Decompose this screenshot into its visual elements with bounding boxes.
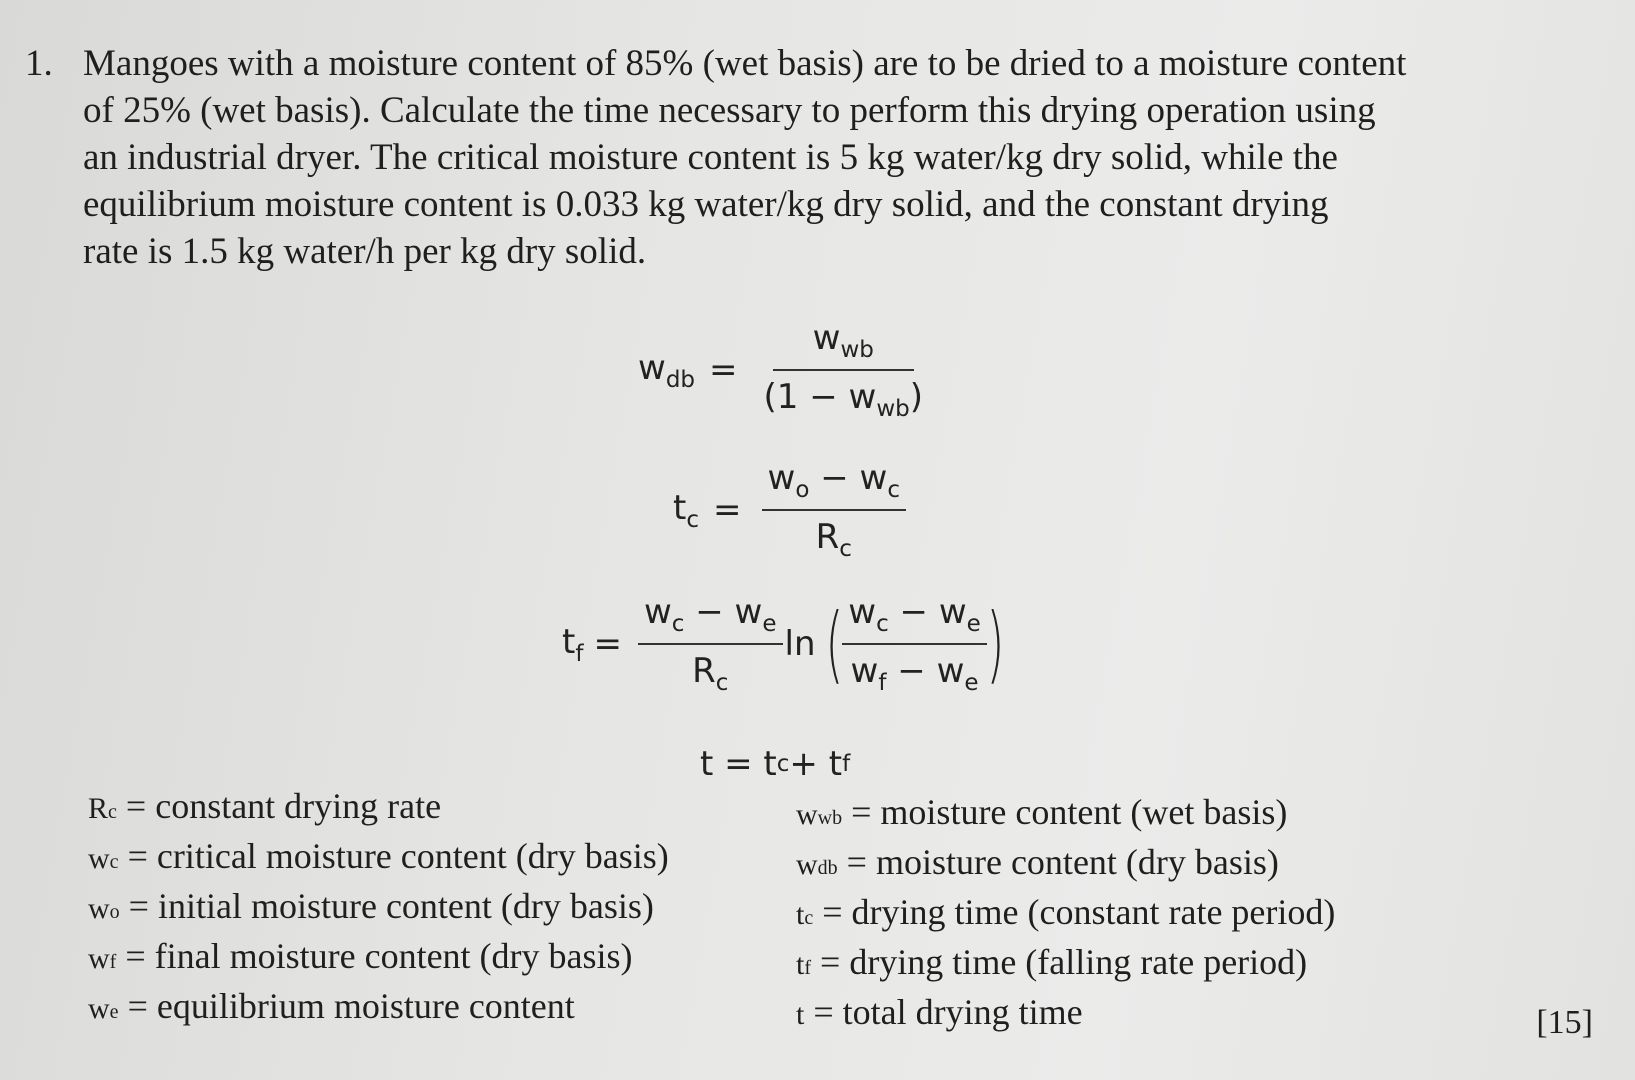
legend-item: tf = drying time (falling rate period) [796,942,1308,982]
eq-tf-lhs: $t_f$ [562,621,584,667]
eq-total-b-sub: f [842,751,851,777]
legend-item: Rc = constant drying rate [88,786,442,826]
eq-tf-log-denominator: $w_f - w_e$ [850,651,979,696]
eq-tf-ln: ln [784,624,816,664]
eq-wdb-denominator: $(1 - w_{wb})$ [763,377,924,422]
question-line: an industrial dryer. The critical moisture content is 5 kg water/kg dry solid, while the [83,137,1338,178]
legend-right [796,790,1335,1040]
legend-item: wf = final moisture content (dry basis) [88,936,633,976]
equals-sign: = [713,490,742,530]
legend-item: t = total drying time [796,992,1083,1032]
eq-tf-numerator: $w_c - w_e$ [638,592,783,645]
question-block [25,40,1565,275]
question-line: equilibrium moisture content is 0.033 kg water/kg dry solid, and the constant drying [83,184,1329,225]
question-line: of 25% (wet basis). Calculate the time necessary to perform this drying operation using [83,90,1376,131]
question-line: rate is 1.5 kg water/h per kg dry solid. [83,231,647,272]
question-number: 1. [25,43,53,84]
eq-total-a: t = t [700,744,777,784]
legend-item: wdb = moisture content (dry basis) [796,842,1279,882]
equation-total [700,744,850,784]
left-paren: ( [824,595,843,693]
legend-item: wc = critical moisture content (dry basis) [88,836,669,876]
eq-tf-denominator: $R_c$ [692,651,729,696]
eq-total-a-sub: c [776,751,790,777]
equals-sign: = [709,350,738,390]
eq-tc-lhs: $t_c$ [673,487,699,533]
question-line: Mangoes with a moisture content of 85% (wet basis) are to be dried to a moisture content [83,43,1407,84]
question-text [83,40,1543,275]
eq-total-b: + t [789,744,843,784]
right-paren: ) [986,595,1005,693]
eq-wdb-numerator: $w_{wb}$ [773,318,914,371]
legend-item: wwb = moisture content (wet basis) [796,792,1288,832]
legend-left [88,784,669,1034]
equation-tc [673,458,912,562]
equals-sign: = [593,624,622,664]
eq-tc-fraction [762,458,906,562]
eq-wdb-lhs: $w_{db}$ [638,347,696,393]
legend-item: tc = drying time (constant rate period) [796,892,1336,932]
marks-label: [15] [1536,1004,1593,1041]
eq-tf-log-fraction [842,592,987,696]
equation-wdb [638,318,935,422]
legend-item: wo = initial moisture content (dry basis) [88,886,654,926]
eq-tc-numerator: $w_o - w_c$ [762,458,906,511]
eq-tc-denominator: $R_c$ [815,517,852,562]
equation-tf [562,592,1012,696]
eq-tf-fraction [638,592,783,696]
eq-tf-log-numerator: $w_c - w_e$ [842,592,987,645]
legend-item: we = equilibrium moisture content [88,986,575,1026]
eq-wdb-fraction [758,318,930,422]
